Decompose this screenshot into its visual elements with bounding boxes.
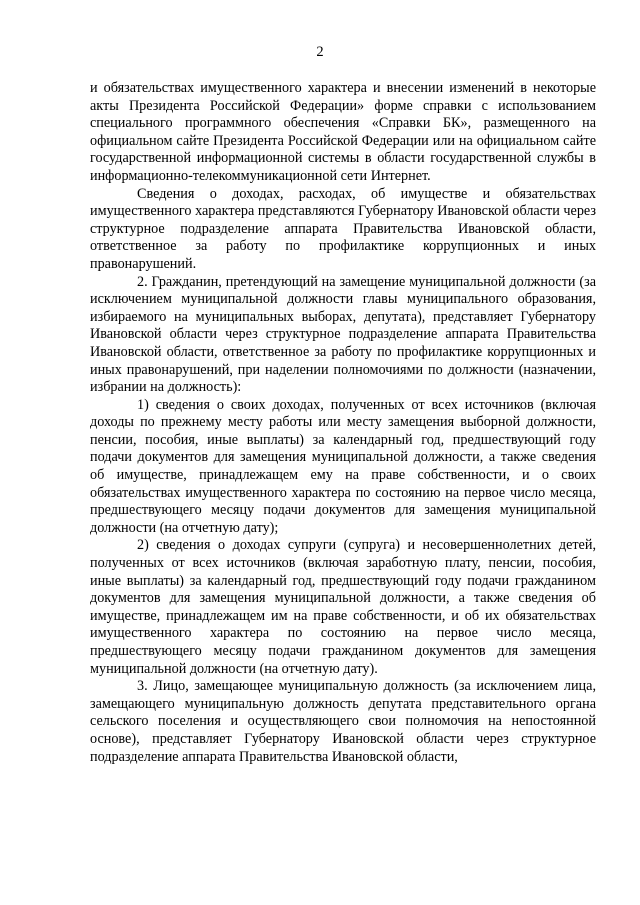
document-body	[90, 80, 596, 766]
paragraph-item-2: 2. Гражданин, претендующий на замещение муниципальной должности (за исключением муниципальной должности главы муниципального образования, избираемого на муниципальных выборах, депутата), представляет Губернатору Ивановской области через структурное подразделение аппарата Правительства Ивановской области, ответственное за работу по профилактике коррупционных и иных правонарушений, при наделении полномочиями по должности (назначении, избрании на должность):	[90, 273, 596, 396]
paragraph-subitem-2: 2) сведения о доходах супруги (супруга) и несовершеннолетних детей, полученных от всех источников (включая заработную плату, пенсии, пособия, иные выплаты) за календарный год, предшествующий году подачи гражданином документов для замещения муниципальной должности, а также сведения об имуществе, принадлежащем им на праве собственности, и об их обязательствах имущественного характера по состоянию на первое число месяца, предшествующего месяцу подачи гражданином документов для замещения муниципальной должности (на отчетную дату).	[90, 537, 596, 677]
paragraph-subitem-1: 1) сведения о своих доходах, полученных от всех источников (включая доходы по прежнему месту работы или месту замещения выборной должности, пенсии, пособия, иные выплаты) за календарный год, предшествующий году подачи документов для замещения муниципальной должности, а также сведения об имуществе, принадлежащем ему на праве собственности, и о своих обязательствах имущественного характера по состоянию на первое число месяца, предшествующего месяцу подачи документов для замещения муниципальной должности (на отчетную дату);	[90, 396, 596, 536]
page-number: 2	[316, 44, 324, 60]
paragraph-continuation: и обязательствах имущественного характера и внесении изменений в некоторые акты Президента Российской Федерации» форме справки с использованием специального программного обеспечения «Справки БК», размещенного на официальном сайте Президента Российской Федерации или на официальном сайте государственной информационной системы в области государственной службы в информационно-телекоммуникационной сети Интернет.	[90, 80, 596, 184]
paragraph-item-3: 3. Лицо, замещающее муниципальную должность (за исключением лица, замещающего муниципальную должность депутата представительного органа сельского поселения и осуществляющего свои полномочия на непостоянной основе), представляет Губернатору Ивановской области через структурное подразделение аппарата Правительства Ивановской области,	[90, 678, 596, 765]
paragraph-info-submission: Сведения о доходах, расходах, об имуществе и обязательствах имущественного характера представляются Губернатору Ивановской области через структурное подразделение аппарата Правительства Ивановской области, ответственное за работу по профилактике коррупционных и иных правонарушений.	[90, 185, 596, 272]
